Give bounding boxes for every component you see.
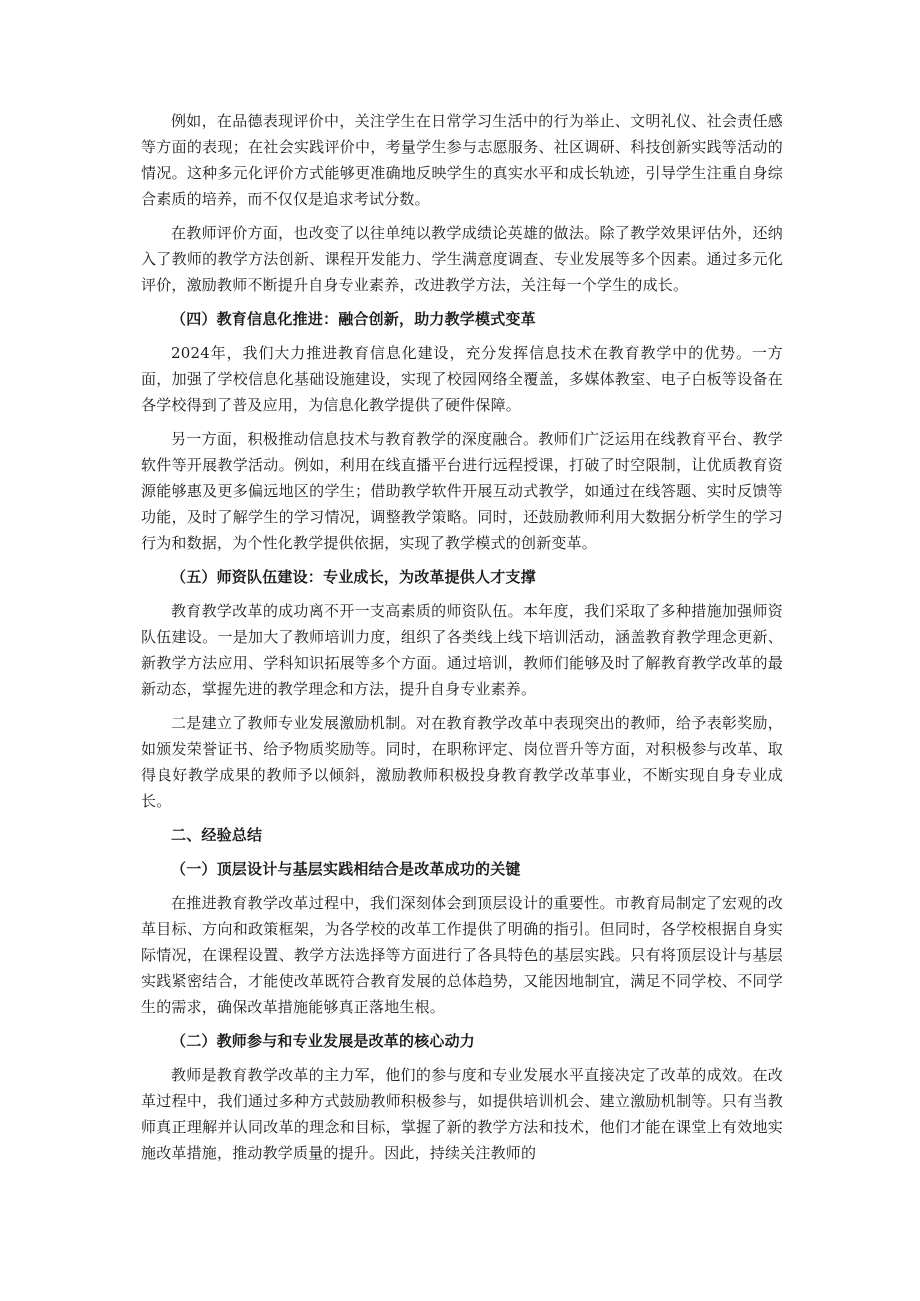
paragraph-teacher-participation: 教师是教育教学改革的主力军，他们的参与度和专业发展水平直接决定了改革的成效。在改革过程中，我们通过多种方式鼓励教师积极参与，如提供培训机会、建立激励机制等。只有当教师真正理解并认同改革的理念和目标，掌握了新的教学方法和技术，他们才能在课堂上有效地实施改革措施，推动教学质量的提升。因此，持续关注教师的: [141, 1066, 783, 1162]
heading-teacher-team: （五）师资队伍建设：专业成长，为改革提供人才支撑: [171, 568, 536, 586]
paragraph-informatization-2: 另一方面，积极推动信息技术与教育教学的深度融合。教师们广泛运用在线教育平台、教学软件等开展教学活动。例如，利用在线直播平台进行远程授课，打破了时空限制，让优质教育资源能够惠及更多偏远地区的学生；借助教学软件开展互动式教学，如通过在线答题、实时反馈等功能，及时了解学生的学习情况，调整教学策略。同时，还鼓励教师利用大数据分析学生的学习行为和数据，为个性化教学提供依据，实现了教学模式的创新变革。: [141, 430, 783, 552]
heading-teacher-participation: （二）教师参与和专业发展是改革的核心动力: [171, 1032, 476, 1050]
document-page: [141, 108, 783, 1174]
paragraph-teacher-team-2: 二是建立了教师专业发展激励机制。对在教育教学改革中表现突出的教师，给予表彰奖励，如颁发荣誉证书、给予物质奖励等。同时，在职称评定、岗位晋升等方面，对积极参与改革、取得良好教学成果的教师予以倾斜，激励教师积极投身教育教学改革事业，不断实现自身专业成长。: [141, 714, 783, 810]
paragraph-informatization-1: 2024年，我们大力推进教育信息化建设，充分发挥信息技术在教育教学中的优势。一方面，加强了学校信息化基础设施建设，实现了校园网络全覆盖，多媒体教室、电子白板等设备在各学校得到了普及应用，为信息化教学提供了硬件保障。: [141, 344, 783, 414]
heading-informatization: （四）教育信息化推进：融合创新，助力教学模式变革: [171, 310, 536, 328]
paragraph-top-down-design: 在推进教育教学改革过程中，我们深刻体会到顶层设计的重要性。市教育局制定了宏观的改革目标、方向和政策框架，为各学校的改革工作提供了明确的指引。但同时，各学校根据自身实际情况，在课程设置、教学方法选择等方面进行了各具特色的基层实践。只有将顶层设计与基层实践紧密结合，才能使改革既符合教育发展的总体趋势，又能因地制宜，满足不同学校、不同学生的需求，确保改革措施能够真正落地生根。: [141, 894, 783, 1016]
paragraph-evaluation-moral: 例如，在品德表现评价中，关注学生在日常学习生活中的行为举止、文明礼仪、社会责任感等方面的表现；在社会实践评价中，考量学生参与志愿服务、社区调研、科技创新实践等活动的情况。这种多元化评价方式能够更准确地反映学生的真实水平和成长轨迹，引导学生注重自身综合素质的培养，而不仅仅是追求考试分数。: [141, 112, 783, 208]
paragraph-evaluation-teacher: 在教师评价方面，也改变了以往单纯以教学成绩论英雄的做法。除了教学效果评估外，还纳入了教师的教学方法创新、课程开发能力、学生满意度调查、专业发展等多个因素。通过多元化评价，激励教师不断提升自身专业素养，改进教学方法，关注每一个学生的成长。: [141, 224, 783, 294]
section-heading-experience: 二、经验总结: [171, 826, 263, 844]
heading-top-down-design: （一）顶层设计与基层实践相结合是改革成功的关键: [171, 860, 521, 878]
paragraph-teacher-team-1: 教育教学改革的成功离不开一支高素质的师资队伍。本年度，我们采取了多种措施加强师资队伍建设。一是加大了教师培训力度，组织了各类线上线下培训活动，涵盖教育教学理念更新、新教学方法应用、学科知识拓展等多个方面。通过培训，教师们能够及时了解教育教学改革的最新动态，掌握先进的教学理念和方法，提升自身专业素养。: [141, 602, 783, 698]
